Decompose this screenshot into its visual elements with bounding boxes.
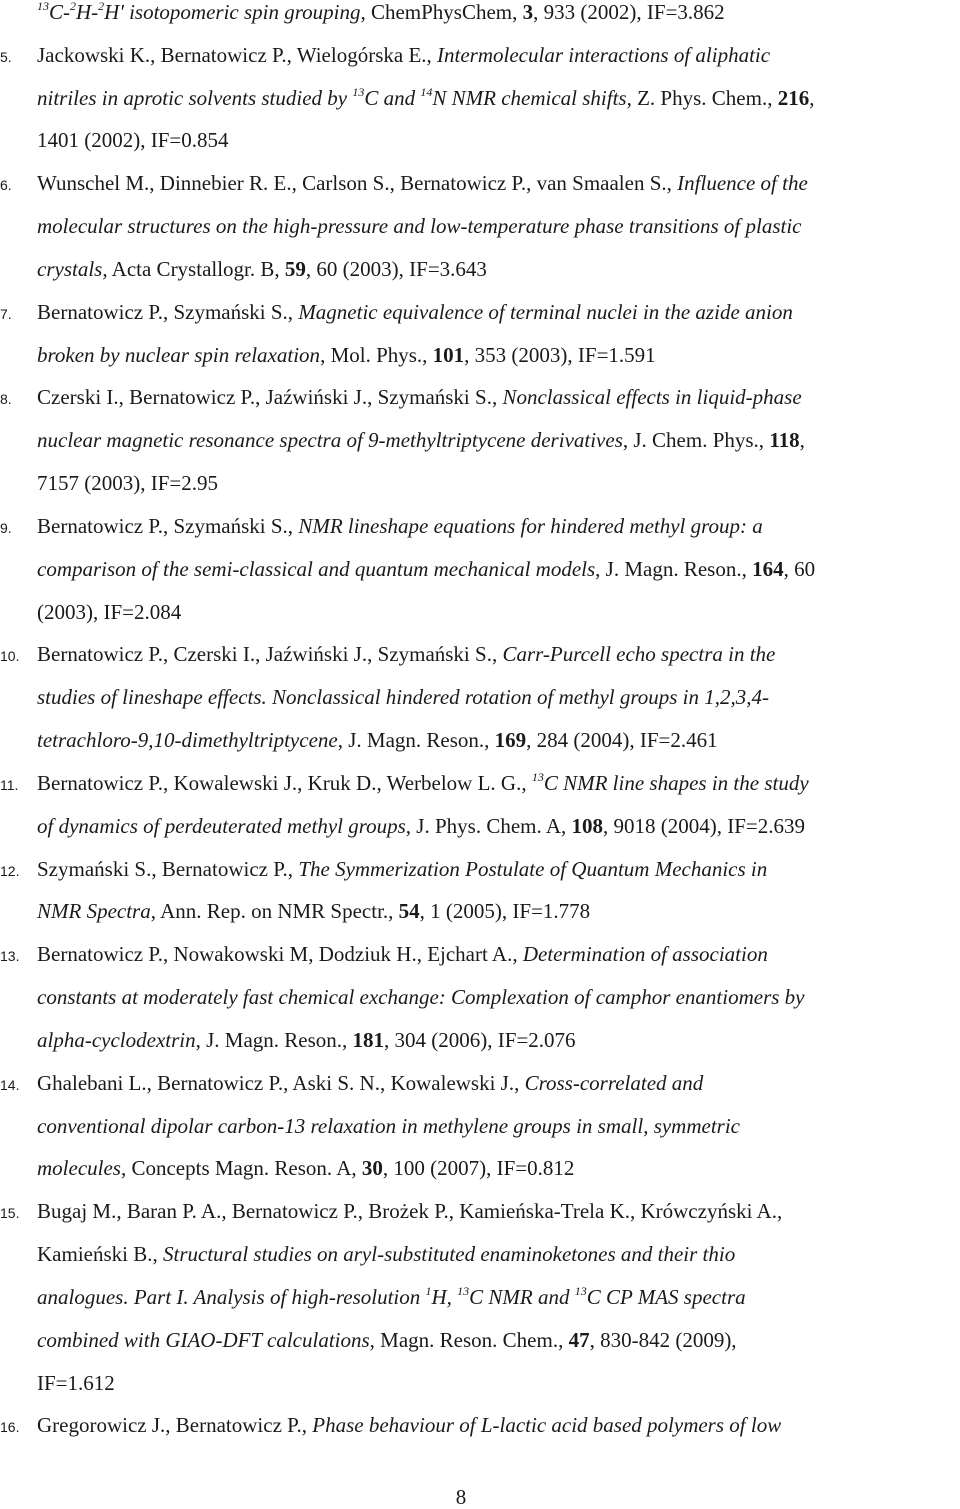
reference-text: The Symmerization Postulate of Quantum Mechanics in xyxy=(298,856,768,881)
reference-line xyxy=(37,1114,740,1138)
reference-text: Influence of the xyxy=(677,171,808,196)
reference-line xyxy=(37,600,181,624)
reference-line xyxy=(37,385,802,409)
reference-text: , 933 (2002), IF=3.862 xyxy=(533,0,725,24)
reference-line xyxy=(37,942,768,966)
reference-line xyxy=(37,985,805,1009)
reference-text: Intermolecular interactions of aliphatic xyxy=(437,42,771,67)
reference-number: 6. xyxy=(0,177,12,194)
reference-line xyxy=(37,43,770,67)
reference-text: , Concepts Magn. Reson. A, xyxy=(120,1156,362,1181)
reference-text: molecules xyxy=(37,1156,121,1181)
reference-line xyxy=(37,857,767,881)
reference-line xyxy=(37,343,656,367)
reference-text: nuclear magnetic resonance spectra of 9-methyltriptycene derivatives xyxy=(37,428,623,453)
reference-text: , xyxy=(799,428,805,453)
reference-text: C- xyxy=(49,0,70,24)
superscript: 2 xyxy=(70,0,76,13)
reference-text: alpha-cyclodextrin xyxy=(37,1027,196,1052)
reference-line xyxy=(37,1413,781,1437)
reference-line xyxy=(37,257,487,281)
reference-text: of dynamics of perdeuterated methyl groups xyxy=(37,813,406,838)
reference-line xyxy=(37,171,808,195)
reference-text: H' isotopomeric spin grouping xyxy=(104,0,361,24)
superscript: 1 xyxy=(425,1283,432,1298)
reference-line xyxy=(37,685,769,709)
reference-text: , 100 (2007), IF=0.812 xyxy=(382,1156,575,1181)
reference-text: , ChemPhysChem, xyxy=(360,0,523,24)
superscript: 13 xyxy=(457,1283,470,1298)
reference-text: , 60 xyxy=(783,556,816,581)
reference-text: comparison of the semi-classical and quantum mechanical models xyxy=(37,556,596,581)
reference-text: 164 xyxy=(752,556,784,581)
reference-text: , 60 (2003), IF=3.643 xyxy=(305,256,487,281)
reference-text: Czerski I., Bernatowicz P., Jaźwiński J., Szymański S., xyxy=(37,385,503,410)
reference-text: Gregorowicz J., Bernatowicz P., xyxy=(37,1413,313,1438)
reference-text: NMR lineshape equations for hindered methyl group: a xyxy=(298,513,763,538)
reference-text: conventional dipolar carbon-13 relaxation in methylene groups in small, symmetric xyxy=(37,1113,740,1138)
superscript: 14 xyxy=(420,84,433,99)
reference-text: , 9018 (2004), IF=2.639 xyxy=(603,813,806,838)
reference-line xyxy=(37,814,805,838)
reference-text: 30 xyxy=(361,1156,383,1181)
superscript: 2 xyxy=(98,0,105,13)
reference-line xyxy=(37,1156,574,1180)
reference-text: , Z. Phys. Chem., xyxy=(626,85,778,110)
reference-text: , 1 (2005), IF=1.778 xyxy=(419,899,591,924)
reference-number: 15. xyxy=(0,1205,20,1222)
reference-number: 10. xyxy=(0,648,20,665)
reference-line xyxy=(37,471,218,495)
reference-number: 5. xyxy=(0,48,12,65)
reference-text: 7157 (2003), IF=2.95 xyxy=(37,471,219,496)
reference-text: 169 xyxy=(494,728,527,753)
reference-text: Kamieński B., xyxy=(37,1242,163,1267)
reference-number: 7. xyxy=(0,305,12,322)
reference-text: NMR Spectra xyxy=(37,899,151,924)
reference-text: broken by nuclear spin relaxation xyxy=(37,342,321,367)
reference-text: 59 xyxy=(284,256,306,281)
reference-line xyxy=(37,557,815,581)
reference-text: H- xyxy=(76,0,99,24)
reference-line xyxy=(37,86,814,110)
reference-text: crystals xyxy=(37,256,103,281)
reference-text: , J. Chem. Phys., xyxy=(622,428,770,453)
reference-text: C CP MAS spectra xyxy=(586,1284,746,1309)
reference-text: H, xyxy=(431,1284,458,1309)
reference-number: 12. xyxy=(0,862,20,879)
reference-text: Magnetic equivalence of terminal nuclei in the azide anion xyxy=(298,299,793,324)
reference-text: Bugaj M., Baran P. A., Bernatowicz P., Brożek P., Kamieńska-Trela K., Krówczyński A., xyxy=(37,1199,783,1224)
reference-text: Structural studies on aryl-substituted enaminoketones and their thio xyxy=(163,1242,736,1267)
reference-text: IF=1.612 xyxy=(37,1370,115,1395)
reference-line xyxy=(37,728,718,752)
reference-text: Bernatowicz P., Czerski I., Jaźwiński J., Szymański S., xyxy=(37,642,503,667)
reference-text: , 830-842 (2009), xyxy=(589,1327,737,1352)
reference-text: Szymański S., Bernatowicz P., xyxy=(37,856,299,881)
reference-text: Wunschel M., Dinnebier R. E., Carlson S., Bernatowicz P., van Smaalen S., xyxy=(37,171,678,196)
reference-text: nitriles in aprotic solvents studied by xyxy=(37,85,353,110)
reference-text: Carr-Purcell echo spectra in the xyxy=(502,642,776,667)
reference-text: molecular structures on the high-pressure and low-temperature phase transitions of plastic xyxy=(37,214,802,239)
reference-text: Bernatowicz P., Szymański S., xyxy=(37,513,299,538)
reference-text: , Acta Crystallogr. B, xyxy=(102,256,285,281)
reference-text: Determination of association xyxy=(522,942,768,967)
reference-number: 8. xyxy=(0,391,12,408)
reference-text: Ghalebani L., Bernatowicz P., Aski S. N., Kowalewski J., xyxy=(37,1070,525,1095)
reference-line xyxy=(37,1371,115,1395)
superscript: 13 xyxy=(37,0,49,13)
reference-line xyxy=(37,1028,576,1052)
reference-text: , J. Magn. Reson., xyxy=(337,728,495,753)
reference-text: Phase behaviour of L-lactic acid based polymers of low xyxy=(312,1413,782,1438)
superscript: 13 xyxy=(531,769,544,784)
reference-line xyxy=(37,128,229,152)
reference-line xyxy=(37,771,809,795)
reference-text: 3 xyxy=(522,0,534,24)
reference-text: , 353 (2003), IF=1.591 xyxy=(464,342,656,367)
reference-text: , Mol. Phys., xyxy=(320,342,433,367)
reference-text: Jackowski K., Bernatowicz P., Wielogórska E., xyxy=(37,42,438,67)
reference-text: 101 xyxy=(432,342,465,367)
reference-text: studies of lineshape effects. Nonclassical hindered rotation of methyl groups in 1,2,3,4- xyxy=(37,685,770,710)
reference-text: C NMR and xyxy=(469,1284,575,1309)
reference-text: Bernatowicz P., Nowakowski M, Dodziuk H., Ejchart A., xyxy=(37,942,523,967)
reference-text: 54 xyxy=(398,899,420,924)
reference-text: N NMR chemical shifts xyxy=(432,85,627,110)
reference-line xyxy=(37,0,725,24)
reference-number: 13. xyxy=(0,948,20,965)
reference-number: 14. xyxy=(0,1076,20,1093)
page-number: 8 xyxy=(455,1485,467,1509)
reference-text: , Ann. Rep. on NMR Spectr., xyxy=(150,899,399,924)
reference-text: , 304 (2006), IF=2.076 xyxy=(384,1027,576,1052)
reference-line xyxy=(37,428,805,452)
reference-text: 108 xyxy=(571,813,603,838)
reference-text: , J. Magn. Reson., xyxy=(195,1027,353,1052)
reference-text: , J. Magn. Reson., xyxy=(595,556,753,581)
reference-line xyxy=(37,1285,746,1309)
reference-line xyxy=(37,642,775,666)
reference-text: (2003), IF=2.084 xyxy=(37,599,182,624)
reference-text: Bernatowicz P., Szymański S., xyxy=(37,299,299,324)
reference-line xyxy=(37,1199,782,1223)
superscript: 13 xyxy=(574,1283,587,1298)
reference-line xyxy=(37,300,793,324)
superscript: 13 xyxy=(352,84,365,99)
reference-line xyxy=(37,1328,737,1352)
reference-text: , J. Phys. Chem. A, xyxy=(405,813,572,838)
reference-text: 181 xyxy=(352,1027,385,1052)
reference-line xyxy=(37,1071,703,1095)
reference-text: , Magn. Reson. Chem., xyxy=(369,1327,569,1352)
reference-text: , xyxy=(809,85,815,110)
reference-text: analogues. Part I. Analysis of high-resolution xyxy=(37,1284,426,1309)
reference-text: Cross-correlated and xyxy=(524,1070,704,1095)
reference-line xyxy=(37,899,590,923)
reference-text: 216 xyxy=(777,85,810,110)
reference-text: Nonclassical effects in liquid-phase xyxy=(502,385,802,410)
reference-text: 47 xyxy=(568,1327,590,1352)
reference-number: 11. xyxy=(0,776,19,793)
reference-text: combined with GIAO-DFT calculations xyxy=(37,1327,370,1352)
reference-number: 16. xyxy=(0,1419,20,1436)
reference-line xyxy=(37,214,802,238)
reference-line xyxy=(37,514,763,538)
reference-text: C and xyxy=(364,85,421,110)
reference-text: 1401 (2002), IF=0.854 xyxy=(37,128,229,153)
reference-text: , 284 (2004), IF=2.461 xyxy=(526,728,718,753)
reference-number: 9. xyxy=(0,519,12,536)
reference-text: constants at moderately fast chemical exchange: Complexation of camphor enantiomers by xyxy=(37,985,805,1010)
reference-line xyxy=(37,1242,735,1266)
reference-text: 118 xyxy=(769,428,800,453)
reference-text: C NMR line shapes in the study xyxy=(543,770,809,795)
reference-text: Bernatowicz P., Kowalewski J., Kruk D., Werbelow L. G., xyxy=(37,770,532,795)
reference-text: tetrachloro-9,10-dimethyltriptycene xyxy=(37,728,338,753)
